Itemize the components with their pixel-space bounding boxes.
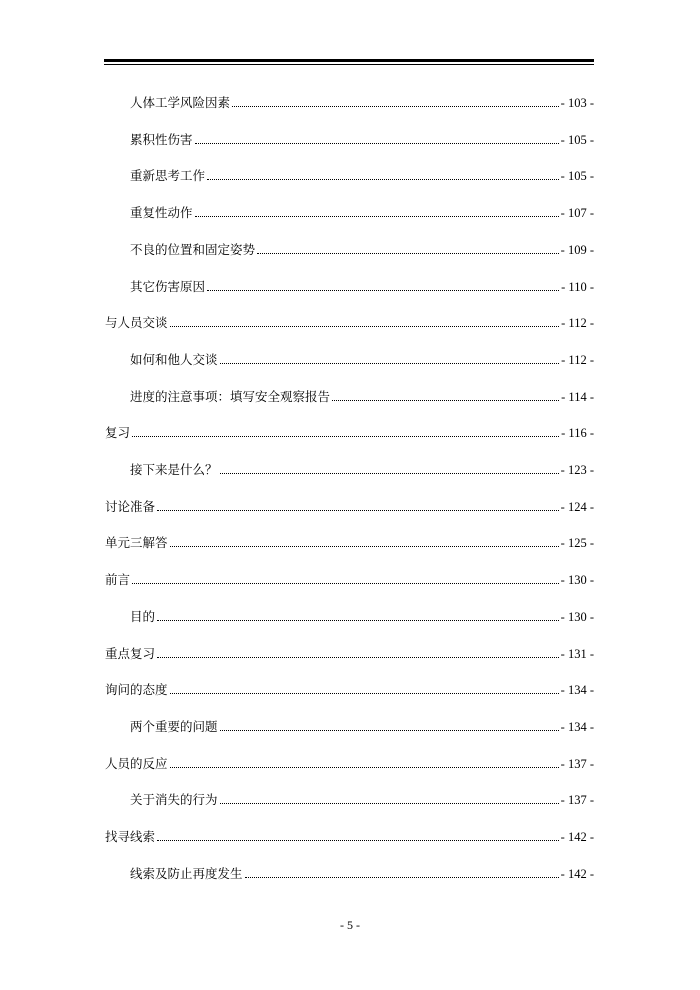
toc-entry-title: 进度的注意事项：填写安全观察报告	[130, 389, 331, 404]
dot-leader	[220, 794, 559, 804]
toc-entry-page: - 142 -	[560, 830, 594, 844]
toc-entry-page: - 130 -	[560, 610, 594, 624]
toc-entry[interactable]	[105, 423, 594, 443]
toc-entry[interactable]	[130, 203, 594, 223]
toc-entry[interactable]	[130, 166, 594, 186]
toc-entry-page: - 105 -	[560, 133, 594, 147]
dot-leader	[220, 354, 560, 364]
toc-entry[interactable]	[105, 754, 594, 774]
toc-entry-title: 与人员交谈	[105, 315, 168, 330]
toc-entry-page: - 103 -	[560, 96, 594, 110]
toc-entry-title: 其它伤害原因	[130, 279, 206, 294]
toc-entry-title: 两个重要的问题	[130, 719, 218, 734]
toc-entry-page: - 112 -	[561, 316, 594, 330]
toc-entry-page: - 137 -	[560, 793, 594, 807]
toc-entry-page: - 124 -	[560, 500, 594, 514]
toc-entry-page: - 105 -	[560, 169, 594, 183]
toc-entry[interactable]	[130, 790, 594, 810]
toc-entry[interactable]	[130, 277, 594, 297]
dot-leader	[170, 537, 559, 547]
dot-leader	[257, 244, 559, 254]
dot-leader	[207, 281, 559, 291]
toc-entry-title: 讨论准备	[105, 499, 156, 514]
toc-entry-page: - 109 -	[560, 243, 594, 257]
toc-entry-title: 接下来是什么？	[130, 462, 218, 477]
toc-entry[interactable]	[105, 533, 594, 553]
toc-entry-page: - 114 -	[561, 390, 594, 404]
dot-leader	[245, 868, 559, 878]
toc-entry-page: - 134 -	[560, 720, 594, 734]
dot-leader	[170, 317, 560, 327]
toc-entry-page: - 123 -	[560, 463, 594, 477]
toc-entry[interactable]	[130, 717, 594, 737]
toc-entry[interactable]	[130, 460, 594, 480]
toc-entry-title: 关于消失的行为	[130, 792, 218, 807]
dot-leader	[170, 758, 559, 768]
toc-entry-title: 人体工学风险因素	[130, 95, 231, 110]
toc-entry[interactable]	[130, 93, 594, 113]
toc-entry-title: 目的	[130, 609, 156, 624]
dot-leader	[157, 648, 559, 658]
toc-entry-title: 询问的态度	[105, 682, 168, 697]
toc-entry-page: - 137 -	[560, 757, 594, 771]
toc-entry[interactable]	[105, 570, 594, 590]
toc-entry[interactable]	[130, 130, 594, 150]
dot-leader	[132, 427, 559, 437]
dot-leader	[232, 97, 559, 107]
dot-leader	[220, 464, 559, 474]
toc-entry-title: 不良的位置和固定姿势	[130, 242, 256, 257]
dot-leader	[157, 611, 559, 621]
toc-entry[interactable]	[130, 864, 594, 884]
toc-entry[interactable]	[105, 497, 594, 517]
toc-entry-page: - 116 -	[561, 426, 594, 440]
toc-entry-page: - 142 -	[560, 867, 594, 881]
toc-entry-title: 重新思考工作	[130, 168, 206, 183]
toc-entry[interactable]	[130, 240, 594, 260]
dot-leader	[170, 684, 559, 694]
toc-entry-page: - 107 -	[560, 206, 594, 220]
toc-entry[interactable]	[130, 387, 594, 407]
toc-entry-title: 如何和他人交谈	[130, 352, 218, 367]
toc-entry[interactable]	[105, 313, 594, 333]
toc-entry[interactable]	[105, 680, 594, 700]
toc-entry[interactable]	[105, 644, 594, 664]
toc-entry-title: 复习	[105, 425, 131, 440]
toc-entry-page: - 130 -	[560, 573, 594, 587]
toc-entry-title: 人员的反应	[105, 756, 168, 771]
toc-entry-title: 前言	[105, 572, 131, 587]
toc-entry[interactable]	[130, 607, 594, 627]
toc-entry-page: - 131 -	[560, 647, 594, 661]
dot-leader	[157, 501, 559, 511]
toc-entry-page: - 112 -	[561, 353, 594, 367]
toc-entry-page: - 125 -	[560, 536, 594, 550]
toc-entry-title: 找寻线索	[105, 829, 156, 844]
toc-entry-title: 单元三解答	[105, 535, 168, 550]
dot-leader	[332, 391, 559, 401]
toc-entry[interactable]	[105, 827, 594, 847]
toc-entry-title: 重点复习	[105, 646, 156, 661]
dot-leader	[220, 721, 559, 731]
toc-entry-page: - 110 -	[561, 280, 594, 294]
toc-entry-title: 累积性伤害	[130, 132, 193, 147]
toc-entry-title: 线索及防止再度发生	[130, 866, 243, 881]
dot-leader	[195, 134, 559, 144]
toc-entry-title: 重复性动作	[130, 205, 193, 220]
dot-leader	[157, 831, 559, 841]
page-number: - 5 -	[340, 918, 360, 932]
dot-leader	[132, 574, 559, 584]
dot-leader	[195, 207, 559, 217]
toc-entry[interactable]	[130, 350, 594, 370]
dot-leader	[207, 170, 559, 180]
toc-entry-page: - 134 -	[560, 683, 594, 697]
